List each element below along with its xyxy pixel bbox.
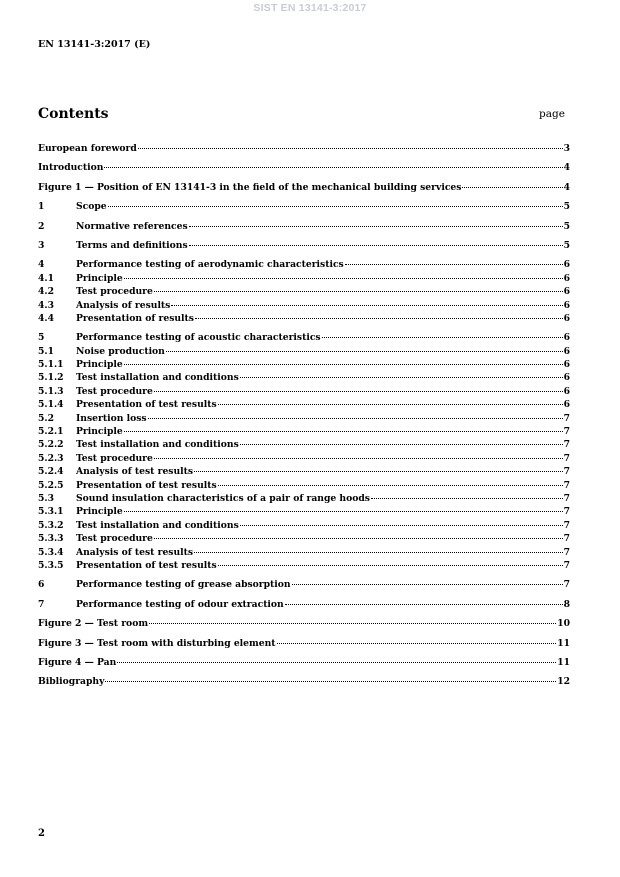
toc-entry-page: 8 xyxy=(563,598,570,610)
toc-entry-page: 6 xyxy=(563,259,570,271)
toc-entry[interactable] xyxy=(38,637,570,650)
dot-leader xyxy=(240,517,563,526)
contents-heading: Contents xyxy=(38,106,109,122)
dot-leader xyxy=(166,343,563,352)
toc-entry-number: 5 xyxy=(38,332,45,344)
toc-entry-page: 7 xyxy=(563,559,570,571)
toc-entry-page: 6 xyxy=(563,272,570,284)
dot-leader xyxy=(322,329,563,338)
dot-leader xyxy=(194,463,563,472)
dot-leader xyxy=(104,159,562,168)
toc-entry[interactable] xyxy=(38,675,570,688)
dot-leader xyxy=(371,490,563,499)
dot-leader xyxy=(189,237,563,246)
dot-leader xyxy=(105,673,556,682)
table-of-contents xyxy=(38,142,570,689)
toc-entry-number: 5.3.1 xyxy=(38,506,64,518)
document-id: EN 13141-3:2017 (E) xyxy=(38,39,151,50)
toc-entry-page: 7 xyxy=(563,412,570,424)
toc-entry-title: Analysis of results xyxy=(76,299,171,311)
toc-entry[interactable] xyxy=(38,656,570,669)
toc-entry[interactable] xyxy=(38,312,570,325)
toc-entry-title: European foreword xyxy=(38,143,137,154)
dot-leader xyxy=(240,436,563,445)
dot-leader xyxy=(124,356,563,365)
toc-entry-title: Presentation of results xyxy=(76,312,194,324)
toc-entry-page: 7 xyxy=(563,479,570,491)
toc-entry-page: 10 xyxy=(557,618,570,630)
toc-entry-title: Performance testing of odour extraction xyxy=(76,598,284,610)
toc-entry-number: 4 xyxy=(38,259,45,271)
toc-entry[interactable] xyxy=(38,161,570,174)
toc-entry-number: 5.3.2 xyxy=(38,519,64,531)
dot-leader xyxy=(277,635,557,644)
toc-entry-title: Introduction xyxy=(38,162,104,174)
toc-entry-title: Presentation of test results xyxy=(76,559,217,571)
toc-entry-title: Test procedure xyxy=(76,286,153,298)
toc-entry-page: 6 xyxy=(563,359,570,371)
toc-entry-page: 7 xyxy=(563,466,570,478)
toc-entry[interactable] xyxy=(38,239,570,252)
dot-leader xyxy=(124,423,563,432)
toc-entry-title: Principle xyxy=(76,426,123,438)
dot-leader xyxy=(149,615,556,624)
toc-entry-title: Test installation and conditions xyxy=(76,372,239,384)
toc-entry-number: 3 xyxy=(38,239,45,251)
toc-entry-title: Presentation of test results xyxy=(76,479,217,491)
toc-entry-title: Presentation of test results xyxy=(76,399,217,411)
toc-entry-number: 5.3.3 xyxy=(38,533,64,545)
toc-entry-page: 3 xyxy=(563,143,570,154)
toc-entry-title: Figure 1 — Position of EN 13141-3 in the field of the mechanical building services xyxy=(38,181,462,193)
toc-entry-title: Analysis of test results xyxy=(76,546,194,558)
toc-entry-number: 5.2.4 xyxy=(38,466,64,478)
dot-leader xyxy=(195,310,563,319)
toc-entry-title: Sound insulation characteristics of a pair of range hoods xyxy=(76,492,370,504)
toc-entry-page: 5 xyxy=(563,220,570,232)
page-column-label: page xyxy=(539,108,565,120)
toc-entry-number: 4.1 xyxy=(38,272,54,284)
dot-leader xyxy=(218,396,563,405)
dot-leader xyxy=(345,256,563,265)
toc-entry-page: 6 xyxy=(563,286,570,298)
dot-leader xyxy=(240,369,563,378)
toc-entry-title: Figure 2 — Test room xyxy=(38,618,149,630)
watermark: SIST EN 13141-3:2017 xyxy=(253,2,367,14)
toc-entry-title: Terms and definitions xyxy=(76,239,188,251)
dot-leader xyxy=(124,503,563,512)
dot-leader xyxy=(148,410,563,419)
toc-entry-page: 6 xyxy=(563,385,570,397)
toc-entry-title: Performance testing of aerodynamic characteristics xyxy=(76,259,344,271)
toc-entry-title: Principle xyxy=(76,272,123,284)
toc-entry-number: 5.1.3 xyxy=(38,385,64,397)
toc-entry[interactable] xyxy=(38,200,570,213)
toc-entry-title: Noise production xyxy=(76,345,165,357)
toc-entry-page: 7 xyxy=(563,492,570,504)
toc-entry-number: 5.2.3 xyxy=(38,452,64,464)
toc-entry-page: 6 xyxy=(563,399,570,411)
toc-entry-number: 5.3.4 xyxy=(38,546,64,558)
toc-entry-page: 5 xyxy=(563,201,570,213)
page-number: 2 xyxy=(38,828,45,839)
dot-leader xyxy=(462,179,562,188)
toc-entry[interactable] xyxy=(38,181,570,194)
toc-entry-title: Principle xyxy=(76,359,123,371)
toc-entry-page: 6 xyxy=(563,372,570,384)
toc-entry-number: 5.2 xyxy=(38,412,54,424)
dot-leader xyxy=(138,140,563,149)
toc-entry-number: 4.2 xyxy=(38,286,54,298)
toc-entry-number: 5.1.2 xyxy=(38,372,64,384)
toc-entry-title: Figure 4 — Pan xyxy=(38,656,117,668)
toc-entry-number: 5.2.5 xyxy=(38,479,64,491)
toc-entry-page: 12 xyxy=(557,676,570,688)
toc-entry-page: 11 xyxy=(557,656,570,668)
toc-entry-page: 6 xyxy=(563,312,570,324)
toc-entry-number: 5.1.4 xyxy=(38,399,64,411)
toc-entry-page: 6 xyxy=(563,345,570,357)
toc-entry-title: Insertion loss xyxy=(76,412,147,424)
toc-entry-number: 4.3 xyxy=(38,299,54,311)
toc-entry[interactable] xyxy=(38,142,570,155)
toc-entry-page: 4 xyxy=(563,181,570,193)
toc-entry-title: Analysis of test results xyxy=(76,466,194,478)
toc-entry[interactable] xyxy=(38,559,570,572)
toc-entry[interactable] xyxy=(38,578,570,591)
toc-entry[interactable] xyxy=(38,220,570,233)
dot-leader xyxy=(194,544,563,553)
dot-leader xyxy=(292,576,563,585)
toc-entry-page: 7 xyxy=(563,533,570,545)
dot-leader xyxy=(124,270,563,279)
toc-entry-title: Normative references xyxy=(76,220,188,232)
dot-leader xyxy=(218,557,563,566)
toc-entry-page: 7 xyxy=(563,546,570,558)
toc-entry-page: 7 xyxy=(563,506,570,518)
toc-entry-number: 1 xyxy=(38,201,45,213)
toc-entry-number: 5.3.5 xyxy=(38,559,64,571)
toc-entry-number: 5.1.1 xyxy=(38,359,64,371)
dot-leader xyxy=(218,477,563,486)
toc-entry-title: Test installation and conditions xyxy=(76,439,239,451)
toc-entry-title: Figure 3 — Test room with disturbing element xyxy=(38,637,276,649)
toc-entry-number: 5.2.2 xyxy=(38,439,64,451)
toc-entry-page: 7 xyxy=(563,426,570,438)
toc-entry-page: 5 xyxy=(563,239,570,251)
toc-entry-title: Performance testing of acoustic characteristics xyxy=(76,332,321,344)
toc-entry-number: 7 xyxy=(38,598,45,610)
toc-entry-page: 7 xyxy=(563,452,570,464)
dot-leader xyxy=(108,198,563,207)
toc-entry-page: 7 xyxy=(563,439,570,451)
dot-leader xyxy=(189,218,563,227)
toc-entry-page: 7 xyxy=(563,579,570,591)
toc-entry-title: Scope xyxy=(76,201,107,213)
toc-entry-title: Test procedure xyxy=(76,452,153,464)
toc-entry-title: Test installation and conditions xyxy=(76,519,239,531)
toc-entry-title: Performance testing of grease absorption xyxy=(76,579,291,591)
toc-entry-page: 6 xyxy=(563,299,570,311)
toc-entry-title: Test procedure xyxy=(76,533,153,545)
toc-entry-number: 2 xyxy=(38,220,45,232)
toc-entry-number: 5.3 xyxy=(38,492,54,504)
dot-leader xyxy=(154,283,563,292)
dot-leader xyxy=(171,297,562,306)
toc-entry-number: 5.1 xyxy=(38,345,54,357)
toc-entry-number: 4.4 xyxy=(38,312,54,324)
toc-entry[interactable] xyxy=(38,598,570,611)
dot-leader xyxy=(117,654,556,663)
toc-entry-title: Test procedure xyxy=(76,385,153,397)
dot-leader xyxy=(154,383,563,392)
toc-entry-page: 11 xyxy=(557,637,570,649)
toc-entry-page: 4 xyxy=(563,162,570,174)
dot-leader xyxy=(154,530,563,539)
toc-entry-title: Bibliography xyxy=(38,676,105,688)
dot-leader xyxy=(285,596,563,605)
toc-entry-page: 7 xyxy=(563,519,570,531)
toc-entry[interactable] xyxy=(38,617,570,630)
toc-entry-title: Principle xyxy=(76,506,123,518)
toc-entry-number: 6 xyxy=(38,579,45,591)
toc-entry-number: 5.2.1 xyxy=(38,426,64,438)
toc-entry-page: 6 xyxy=(563,332,570,344)
dot-leader xyxy=(154,450,563,459)
